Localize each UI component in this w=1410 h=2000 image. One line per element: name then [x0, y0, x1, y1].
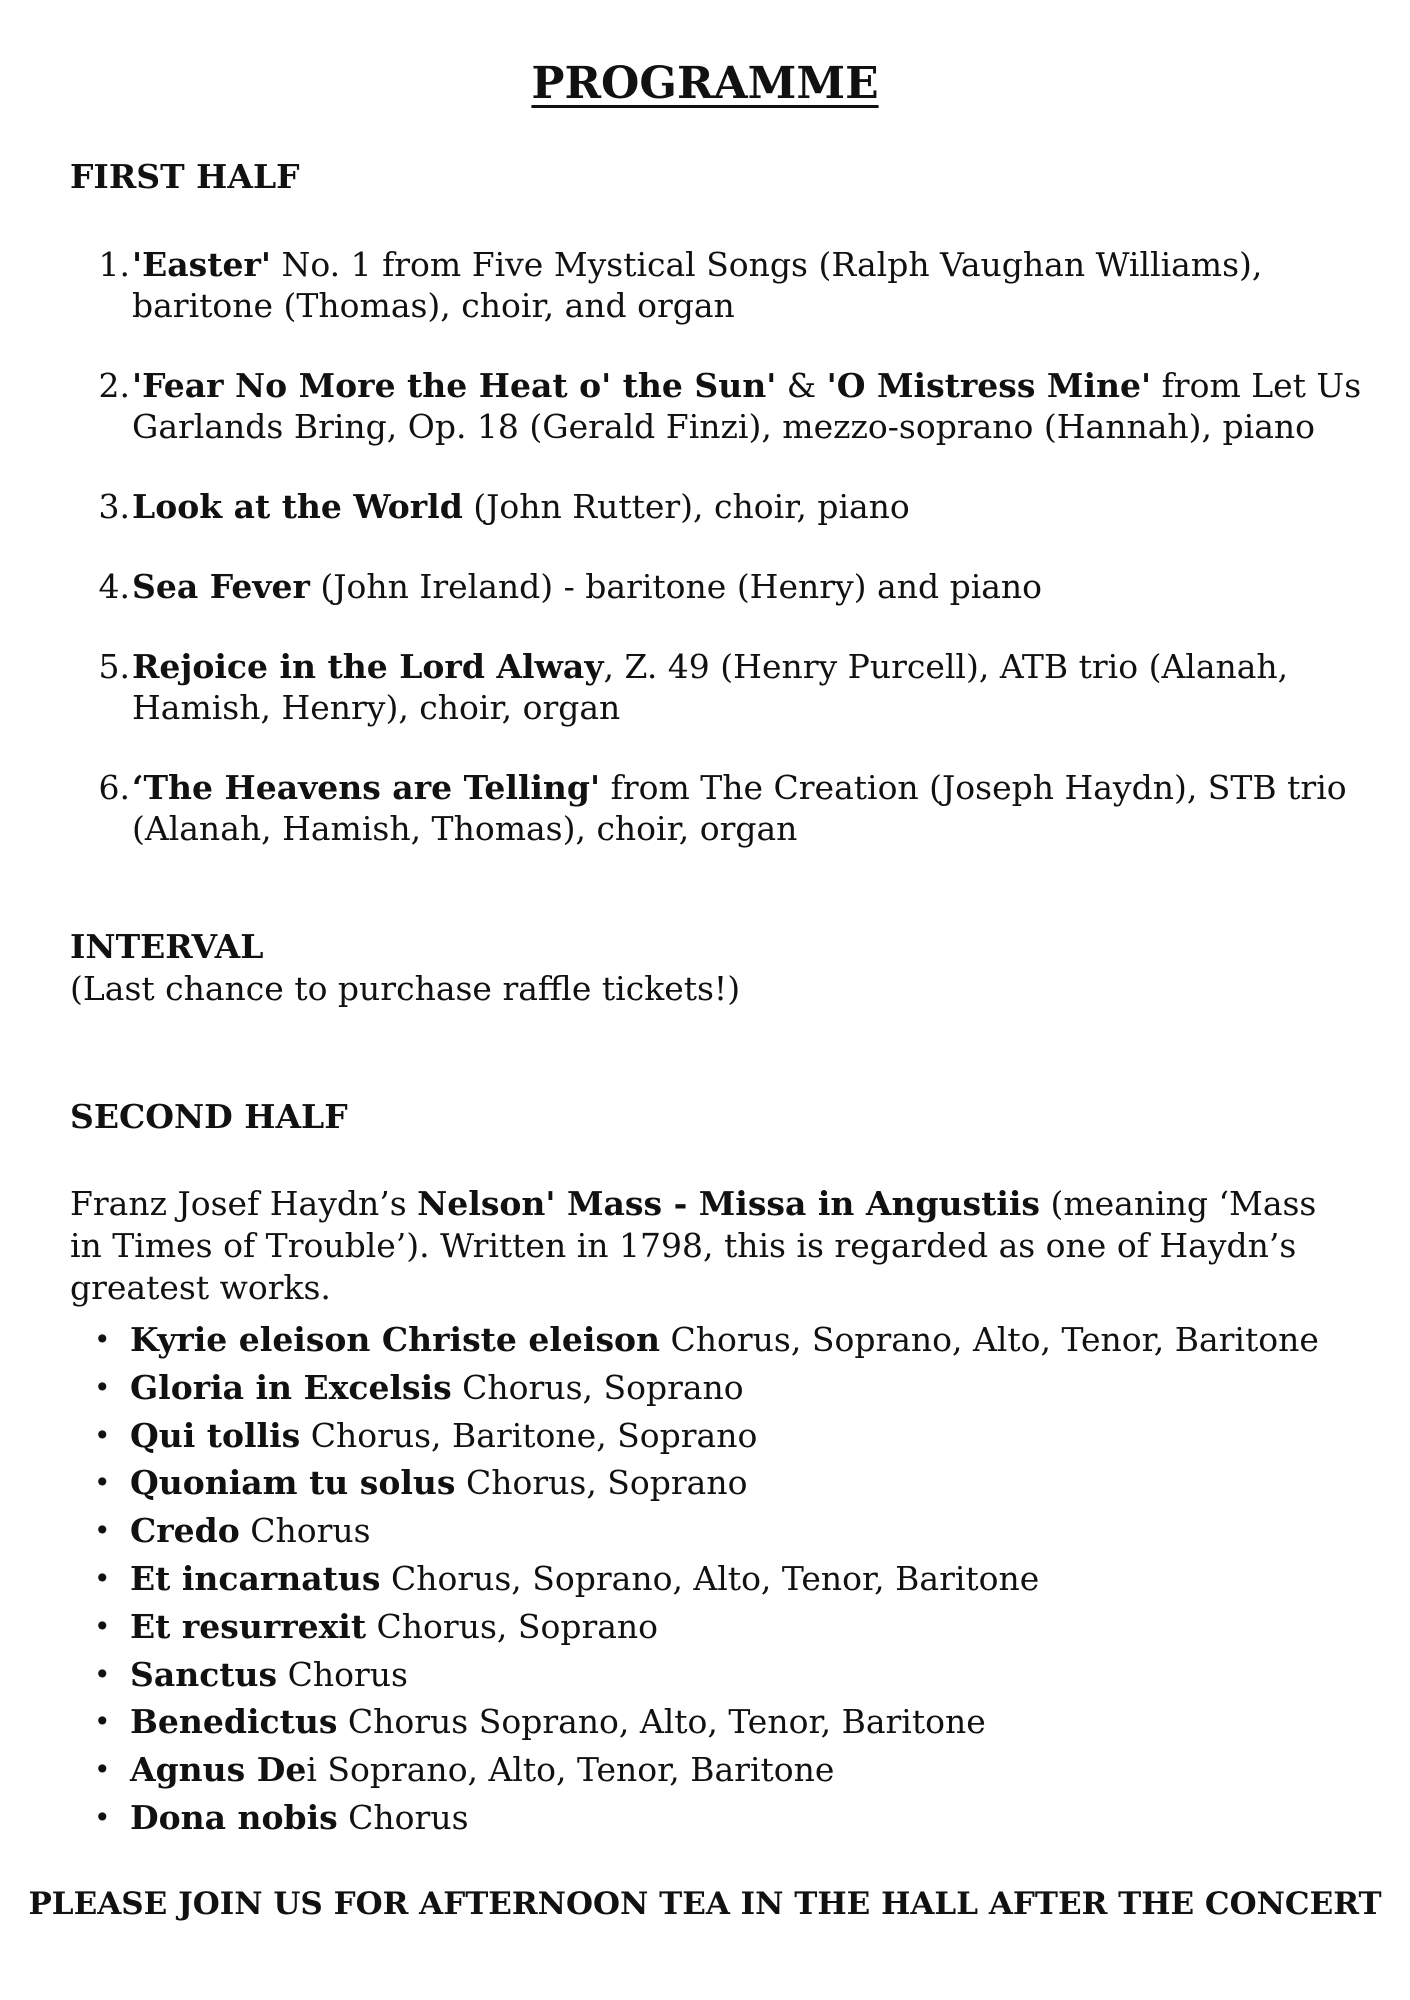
item-number: 1. [98, 245, 130, 284]
list-item [80, 244, 1370, 326]
second-half-heading: SECOND HALF [70, 1097, 348, 1136]
list-item [94, 1364, 1344, 1412]
movement-voices: Chorus [239, 1511, 371, 1551]
movement-voices: Chorus, Soprano [455, 1463, 748, 1503]
movement-title: Agnus De [130, 1750, 307, 1790]
movement-voices: Chorus [337, 1797, 469, 1837]
movement-title: Sanctus [130, 1654, 278, 1694]
movement-title: Quoniam tu solus [130, 1463, 456, 1503]
piece-title: Sea Fever [132, 567, 310, 606]
piece-title: Rejoice in the Lord Alway [132, 647, 604, 686]
movement-voices: Chorus, Baritone, Soprano [300, 1415, 758, 1455]
interval-note: (Last chance to purchase raffle tickets!) [70, 969, 741, 1008]
list-item [94, 1507, 1344, 1555]
list-item [94, 1746, 1344, 1794]
piece-details: from Let Us Garlands Bring, Op. 18 (Gerald Finzi), mezzo-soprano (Hannah), piano [132, 366, 1362, 446]
item-number: 3. [98, 487, 130, 526]
interval-heading: INTERVAL [70, 927, 264, 966]
piece-title-2: 'O Mistress Mine' [826, 366, 1152, 405]
list-item [94, 1603, 1344, 1651]
piece-title: Look at the World [132, 487, 463, 526]
item-number: 2. [98, 366, 130, 405]
list-item [80, 365, 1370, 447]
movement-voices: Chorus, Soprano [451, 1367, 744, 1407]
bullet-icon: • [94, 1800, 111, 1834]
second-half-intro: Franz Josef Haydn’s Nelson' Mass - Missa in Angustiis (meaning ‘Mass in Times of Trouble’). Written in 1798, this is regarded as one of Haydn’s greatest works. [70, 1184, 1317, 1307]
bullet-icon: • [94, 1514, 111, 1548]
item-number: 4. [98, 567, 130, 606]
movement-title: Credo [130, 1511, 240, 1551]
piece-joiner: & [776, 366, 827, 405]
item-number: 5. [98, 647, 130, 686]
movement-voices: i Soprano, Alto, Tenor, Baritone [306, 1750, 835, 1790]
movement-title: Et incarnatus [130, 1558, 381, 1598]
piece-title: 'Fear No More the Heat o' the Sun' [132, 366, 777, 405]
movement-title: Gloria in Excelsis [130, 1367, 452, 1407]
bullet-icon: • [94, 1705, 111, 1739]
piece-details: from The Creation (Joseph Haydn), STB trio (Alanah, Hamish, Thomas), choir, organ [132, 768, 1347, 848]
movement-title: Dona nobis [130, 1797, 338, 1837]
movement-voices: Chorus [277, 1654, 408, 1694]
movement-title: Et resurrexit [130, 1606, 367, 1646]
page-title: PROGRAMME [531, 58, 879, 109]
list-item [80, 767, 1370, 849]
movement-voices: Chorus Soprano, Alto, Tenor, Baritone [337, 1702, 986, 1742]
first-half-list [80, 244, 1370, 888]
mass-title: Nelson' Mass - Missa in Angustiis [417, 1184, 1040, 1223]
movement-voices: Chorus, Soprano, Alto, Tenor, Baritone [380, 1558, 1040, 1598]
list-item [94, 1651, 1344, 1699]
first-half-heading: FIRST HALF [70, 157, 300, 196]
bullet-icon: • [94, 1753, 111, 1787]
afternoon-tea-notice: PLEASE JOIN US FOR AFTERNOON TEA IN THE HALL AFTER THE CONCERT [28, 1886, 1382, 1922]
list-item [94, 1555, 1344, 1603]
list-item [94, 1459, 1344, 1507]
list-item [80, 646, 1370, 728]
bullet-icon: • [94, 1323, 111, 1356]
piece-details: , Z. 49 (Henry Purcell), ATB trio (Alanah, Hamish, Henry), choir, organ [132, 647, 1289, 727]
list-item [94, 1698, 1344, 1746]
item-number: 6. [98, 768, 130, 807]
piece-details: No. 1 from Five Mystical Songs (Ralph Vaughan Williams), baritone (Thomas), choir, and organ [132, 245, 1263, 325]
piece-details: (John Rutter), choir, piano [462, 487, 910, 526]
mass-movements-list [94, 1316, 1344, 1842]
list-item [94, 1412, 1344, 1460]
list-item [94, 1794, 1344, 1842]
bullet-icon: • [94, 1609, 111, 1643]
bullet-icon: • [94, 1657, 111, 1691]
movement-title: Qui tollis [130, 1415, 301, 1455]
piece-title: ‘The Heavens are Telling' [132, 768, 601, 807]
movement-title: Benedictus [130, 1702, 338, 1742]
movement-voices: Chorus, Soprano, Alto, Tenor, Baritone [660, 1320, 1319, 1359]
movement-title: Kyrie eleison Christe eleison [130, 1320, 661, 1359]
list-item [80, 566, 1370, 607]
bullet-icon: • [94, 1466, 111, 1500]
list-item [94, 1316, 1344, 1364]
movement-voices: Chorus, Soprano [366, 1606, 659, 1646]
bullet-icon: • [94, 1370, 111, 1404]
bullet-icon: • [94, 1561, 111, 1595]
list-item [80, 486, 1370, 527]
piece-details: (John Ireland) - baritone (Henry) and piano [309, 567, 1043, 606]
bullet-icon: • [94, 1418, 111, 1452]
piece-title: 'Easter' [132, 245, 271, 284]
